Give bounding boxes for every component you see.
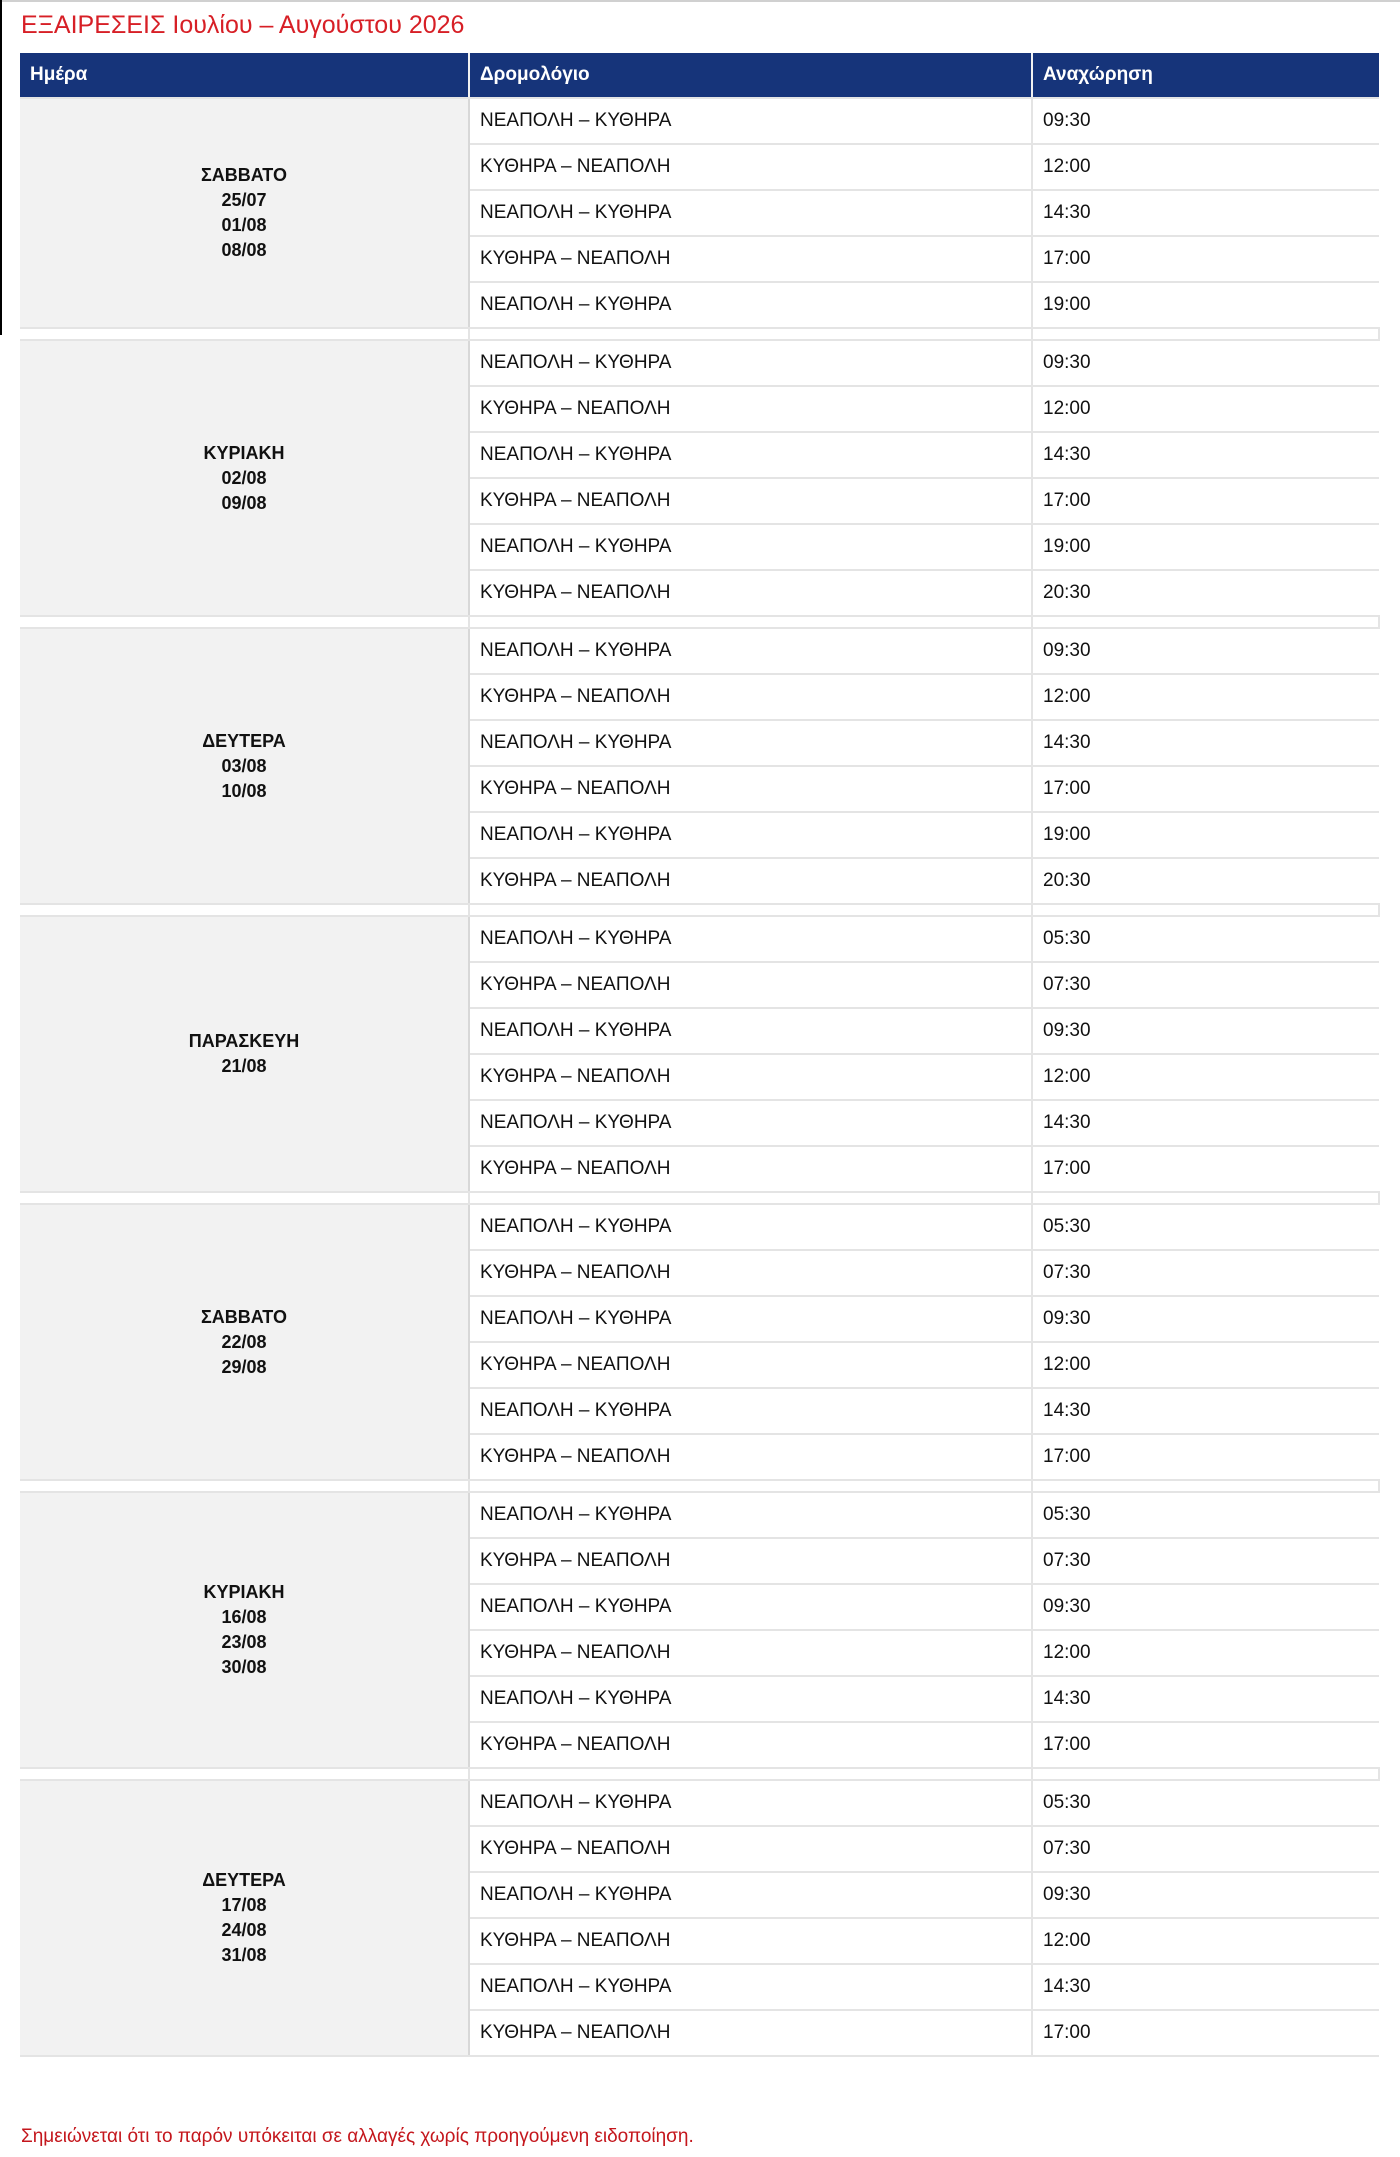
day-date: 03/08 <box>221 755 267 776</box>
day-cell <box>20 98 469 328</box>
day-date: 24/08 <box>221 1920 267 1940</box>
page-title: ΕΞΑΙΡΕΣΕΙΣ Ιουλίου – Αυγούστου 2026 <box>21 11 465 39</box>
day-name: ΚΥΡΙΑΚΗ <box>203 1582 285 1602</box>
route-cell: ΚΥΘΗΡΑ – ΝΕΑΠΟΛΗ <box>469 1434 1032 1480</box>
day-date: 25/07 <box>221 190 267 210</box>
top-border <box>0 0 1400 2</box>
departure-cell: 17:00 <box>1032 1722 1379 1768</box>
departure-cell: 14:30 <box>1032 1100 1379 1146</box>
route-cell: ΝΕΑΠΟΛΗ – ΚΥΘΗΡΑ <box>469 1204 1032 1250</box>
departure-cell: 07:30 <box>1032 962 1379 1008</box>
route-cell: ΚΥΘΗΡΑ – ΝΕΑΠΟΛΗ <box>469 1826 1032 1872</box>
day-name: ΚΥΡΙΑΚΗ <box>203 442 285 463</box>
departure-cell: 09:30 <box>1032 340 1379 386</box>
departure-cell: 12:00 <box>1032 1630 1379 1676</box>
table-row <box>20 98 1379 144</box>
day-date: 16/08 <box>221 1607 267 1627</box>
route-cell: ΚΥΘΗΡΑ – ΝΕΑΠΟΛΗ <box>469 1250 1032 1296</box>
departure-cell: 07:30 <box>1032 1826 1379 1872</box>
day-cell <box>20 1492 469 1768</box>
day-name: ΣΑΒΒΑΤΟ <box>201 1306 287 1327</box>
departure-cell: 12:00 <box>1032 1342 1379 1388</box>
route-cell: ΝΕΑΠΟΛΗ – ΚΥΘΗΡΑ <box>469 1388 1032 1434</box>
table-row <box>20 916 1379 962</box>
group-separator <box>20 1192 1379 1204</box>
departure-cell: 20:30 <box>1032 570 1379 616</box>
route-cell: ΝΕΑΠΟΛΗ – ΚΥΘΗΡΑ <box>469 812 1032 858</box>
route-cell: ΚΥΘΗΡΑ – ΝΕΑΠΟΛΗ <box>469 1342 1032 1388</box>
day-date: 31/08 <box>221 1945 267 1965</box>
departure-cell: 09:30 <box>1032 98 1379 144</box>
route-cell: ΝΕΑΠΟΛΗ – ΚΥΘΗΡΑ <box>469 1492 1032 1538</box>
day-date: 08/08 <box>221 240 267 260</box>
route-cell: ΚΥΘΗΡΑ – ΝΕΑΠΟΛΗ <box>469 858 1032 904</box>
route-cell: ΚΥΘΗΡΑ – ΝΕΑΠΟΛΗ <box>469 570 1032 616</box>
route-cell: ΚΥΘΗΡΑ – ΝΕΑΠΟΛΗ <box>469 1538 1032 1584</box>
departure-cell: 12:00 <box>1032 674 1379 720</box>
table-header-row <box>20 53 1379 98</box>
departure-cell: 07:30 <box>1032 1250 1379 1296</box>
day-date: 22/08 <box>221 1331 267 1352</box>
route-cell: ΚΥΘΗΡΑ – ΝΕΑΠΟΛΗ <box>469 478 1032 524</box>
departure-cell: 09:30 <box>1032 628 1379 674</box>
day-date: 29/08 <box>221 1356 267 1377</box>
departure-cell: 14:30 <box>1032 432 1379 478</box>
route-cell: ΚΥΘΗΡΑ – ΝΕΑΠΟΛΗ <box>469 236 1032 282</box>
route-cell: ΝΕΑΠΟΛΗ – ΚΥΘΗΡΑ <box>469 1872 1032 1918</box>
day-date: 23/08 <box>221 1632 267 1652</box>
route-cell: ΚΥΘΗΡΑ – ΝΕΑΠΟΛΗ <box>469 674 1032 720</box>
departure-cell: 05:30 <box>1032 916 1379 962</box>
day-date: 10/08 <box>221 780 267 801</box>
departure-cell: 12:00 <box>1032 1918 1379 1964</box>
route-cell: ΝΕΑΠΟΛΗ – ΚΥΘΗΡΑ <box>469 432 1032 478</box>
route-cell: ΚΥΘΗΡΑ – ΝΕΑΠΟΛΗ <box>469 1918 1032 1964</box>
route-cell: ΝΕΑΠΟΛΗ – ΚΥΘΗΡΑ <box>469 98 1032 144</box>
table-row <box>20 1204 1379 1250</box>
route-cell: ΝΕΑΠΟΛΗ – ΚΥΘΗΡΑ <box>469 1008 1032 1054</box>
route-cell: ΝΕΑΠΟΛΗ – ΚΥΘΗΡΑ <box>469 1964 1032 2010</box>
departure-cell: 17:00 <box>1032 1434 1379 1480</box>
departure-cell: 12:00 <box>1032 386 1379 432</box>
route-cell: ΝΕΑΠΟΛΗ – ΚΥΘΗΡΑ <box>469 628 1032 674</box>
route-cell: ΝΕΑΠΟΛΗ – ΚΥΘΗΡΑ <box>469 190 1032 236</box>
day-date: 09/08 <box>221 492 267 513</box>
route-cell: ΝΕΑΠΟΛΗ – ΚΥΘΗΡΑ <box>469 282 1032 328</box>
departure-cell: 19:00 <box>1032 524 1379 570</box>
departure-cell: 17:00 <box>1032 236 1379 282</box>
group-separator <box>20 328 1379 340</box>
day-cell <box>20 340 469 616</box>
departure-cell: 14:30 <box>1032 720 1379 766</box>
route-cell: ΝΕΑΠΟΛΗ – ΚΥΘΗΡΑ <box>469 1100 1032 1146</box>
group-separator <box>20 904 1379 916</box>
departure-cell: 05:30 <box>1032 1780 1379 1826</box>
group-separator <box>20 1768 1379 1780</box>
day-name: ΔΕΥΤΕΡΑ <box>202 730 286 751</box>
day-name: ΔΕΥΤΕΡΑ <box>202 1870 286 1890</box>
departure-cell: 19:00 <box>1032 812 1379 858</box>
day-cell <box>20 1780 469 2056</box>
table-row <box>20 628 1379 674</box>
departure-cell: 14:30 <box>1032 1676 1379 1722</box>
disclaimer-note: Σημειώνεται ότι το παρόν υπόκειται σε αλλαγές χωρίς προηγούμενη ειδοποίηση. <box>21 2126 694 2147</box>
departure-cell: 05:30 <box>1032 1492 1379 1538</box>
departure-cell: 07:30 <box>1032 1538 1379 1584</box>
route-cell: ΝΕΑΠΟΛΗ – ΚΥΘΗΡΑ <box>469 1780 1032 1826</box>
day-date: 02/08 <box>221 467 267 488</box>
departure-cell: 12:00 <box>1032 144 1379 190</box>
departure-cell: 12:00 <box>1032 1054 1379 1100</box>
table-body <box>20 98 1379 2056</box>
schedule-table <box>20 53 1380 2057</box>
day-date: 21/08 <box>221 1056 267 1076</box>
departure-cell: 14:30 <box>1032 190 1379 236</box>
header-day: Ημέρα <box>20 53 469 98</box>
departure-cell: 17:00 <box>1032 766 1379 812</box>
day-date: 30/08 <box>221 1657 267 1677</box>
route-cell: ΝΕΑΠΟΛΗ – ΚΥΘΗΡΑ <box>469 524 1032 570</box>
header-departure: Αναχώρηση <box>1032 53 1379 98</box>
route-cell: ΚΥΘΗΡΑ – ΝΕΑΠΟΛΗ <box>469 1722 1032 1768</box>
departure-cell: 09:30 <box>1032 1296 1379 1342</box>
day-cell <box>20 628 469 904</box>
route-cell: ΚΥΘΗΡΑ – ΝΕΑΠΟΛΗ <box>469 766 1032 812</box>
route-cell: ΚΥΘΗΡΑ – ΝΕΑΠΟΛΗ <box>469 962 1032 1008</box>
departure-cell: 17:00 <box>1032 2010 1379 2056</box>
route-cell: ΝΕΑΠΟΛΗ – ΚΥΘΗΡΑ <box>469 1296 1032 1342</box>
day-name: ΣΑΒΒΑΤΟ <box>201 165 287 185</box>
day-name: ΠΑΡΑΣΚΕΥΗ <box>188 1031 300 1051</box>
left-border <box>0 0 2 335</box>
departure-cell: 19:00 <box>1032 282 1379 328</box>
table-row <box>20 340 1379 386</box>
day-date: 17/08 <box>221 1895 267 1915</box>
table-row <box>20 1492 1379 1538</box>
route-cell: ΚΥΘΗΡΑ – ΝΕΑΠΟΛΗ <box>469 1630 1032 1676</box>
group-separator <box>20 1480 1379 1492</box>
departure-cell: 09:30 <box>1032 1584 1379 1630</box>
route-cell: ΝΕΑΠΟΛΗ – ΚΥΘΗΡΑ <box>469 1676 1032 1722</box>
table-row <box>20 1780 1379 1826</box>
route-cell: ΚΥΘΗΡΑ – ΝΕΑΠΟΛΗ <box>469 386 1032 432</box>
departure-cell: 17:00 <box>1032 1146 1379 1192</box>
departure-cell: 20:30 <box>1032 858 1379 904</box>
route-cell: ΝΕΑΠΟΛΗ – ΚΥΘΗΡΑ <box>469 1584 1032 1630</box>
day-cell <box>20 916 469 1192</box>
route-cell: ΝΕΑΠΟΛΗ – ΚΥΘΗΡΑ <box>469 916 1032 962</box>
day-cell <box>20 1204 469 1480</box>
departure-cell: 14:30 <box>1032 1388 1379 1434</box>
departure-cell: 09:30 <box>1032 1872 1379 1918</box>
departure-cell: 17:00 <box>1032 478 1379 524</box>
departure-cell: 09:30 <box>1032 1008 1379 1054</box>
route-cell: ΚΥΘΗΡΑ – ΝΕΑΠΟΛΗ <box>469 1054 1032 1100</box>
route-cell: ΚΥΘΗΡΑ – ΝΕΑΠΟΛΗ <box>469 144 1032 190</box>
route-cell: ΚΥΘΗΡΑ – ΝΕΑΠΟΛΗ <box>469 1146 1032 1192</box>
departure-cell: 14:30 <box>1032 1964 1379 2010</box>
departure-cell: 05:30 <box>1032 1204 1379 1250</box>
route-cell: ΚΥΘΗΡΑ – ΝΕΑΠΟΛΗ <box>469 2010 1032 2056</box>
day-date: 01/08 <box>221 215 267 235</box>
group-separator <box>20 616 1379 628</box>
header-route: Δρομολόγιο <box>469 53 1032 98</box>
route-cell: ΝΕΑΠΟΛΗ – ΚΥΘΗΡΑ <box>469 720 1032 766</box>
route-cell: ΝΕΑΠΟΛΗ – ΚΥΘΗΡΑ <box>469 340 1032 386</box>
